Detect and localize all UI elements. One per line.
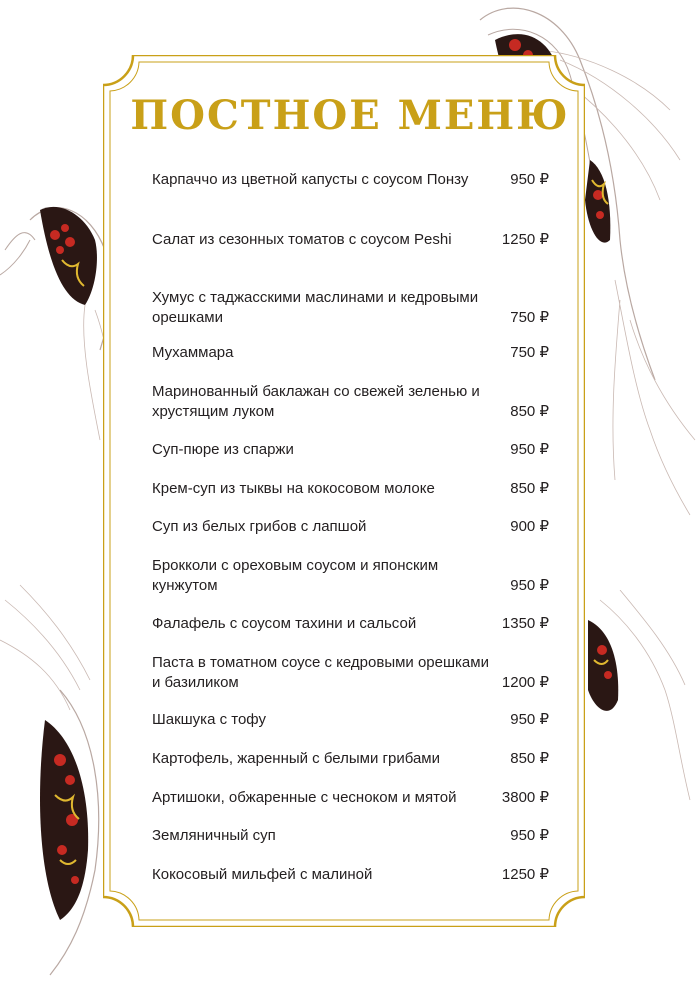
menu-item-price: 950 ₽ [510,171,549,188]
menu-item-name: Картофель, жаренный с белыми грибами [152,750,440,767]
menu-item-name: Брокколи с ореховым соусом и японским кунжутом [152,557,439,594]
menu-item-name: Кокосовый мильфей с малиной [152,866,373,883]
menu-item-name: Карпаччо из цветной капусты с соусом Понзу [152,171,469,188]
menu-item-name: Суп-пюре из спаржи [152,441,294,458]
menu-item [152,556,549,596]
menu-item-name: Паста в томатном соусе с кедровыми орешками и базиликом [152,654,489,691]
menu-item-price: 850 ₽ [510,750,549,767]
menu-item [152,343,549,363]
menu-item-price: 950 ₽ [510,441,549,458]
menu-item-price: 1200 ₽ [501,674,549,691]
menu-item [152,749,549,769]
menu-item-price: 3800 ₽ [501,789,549,806]
menu-item-price: 950 ₽ [510,827,549,844]
menu-title: ПОСТНОЕ МЕНЮ [130,92,570,139]
menu-item [152,170,549,190]
menu-item-price: 850 ₽ [510,480,549,497]
menu-item [152,653,549,693]
menu-item-price: 750 ₽ [510,344,549,361]
menu-item [152,440,549,460]
menu-item-price: 850 ₽ [510,403,549,420]
menu-item-name: Фалафель с соусом тахини и сальсой [152,615,417,632]
menu-item [152,614,549,634]
menu-item [152,826,549,846]
menu-item-name: Крем-суп из тыквы на кокосовом молоке [152,480,435,497]
menu-item-name: Шакшука с тофу [152,711,266,728]
menu-item-name: Артишоки, обжаренные с чесноком и мятой [152,789,457,806]
menu-item-price: 950 ₽ [510,711,549,728]
menu-item [152,288,549,328]
menu-item-name: Салат из сезонных томатов с соусом Peshi [152,231,452,248]
koi-fish-right-lower-illustration [580,590,700,810]
menu-item [152,517,549,537]
menu-item-price: 750 ₽ [510,309,549,326]
menu-item-price: 1250 ₽ [501,866,549,883]
menu-item-price: 900 ₽ [510,518,549,535]
menu-item-name: Мухаммара [152,344,234,361]
menu-item-name: Маринованный баклажан со свежей зеленью и хрустящим луком [152,383,480,420]
menu-item-name: Суп из белых грибов с лапшой [152,518,367,535]
menu-item-price: 1250 ₽ [501,231,549,248]
menu-item [152,230,549,250]
menu-item [152,788,549,808]
menu-item [152,710,549,730]
menu-item-price: 950 ₽ [510,577,549,594]
menu-item-name: Хумус с таджасскими маслинами и кедровыми орешками [152,289,479,326]
menu-item [152,479,549,499]
menu-item-name: Земляничный суп [152,827,276,844]
menu-item [152,382,549,422]
menu-item [152,865,549,885]
menu-item-price: 1350 ₽ [501,615,549,632]
